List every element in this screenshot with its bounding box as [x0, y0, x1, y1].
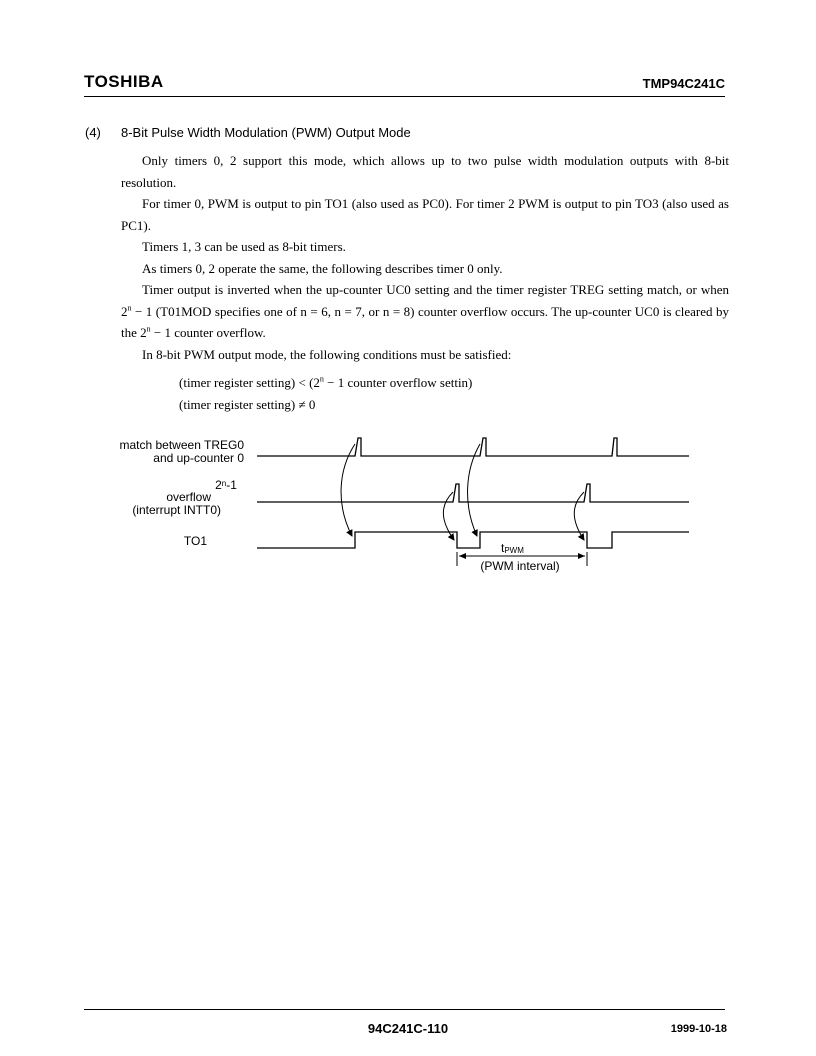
paragraph-5-sup-1: n [127, 303, 132, 313]
condition-1-sup: n [319, 374, 324, 384]
to1-output-waveform [257, 532, 689, 548]
pwm-interval-label: (PWM interval) [480, 559, 560, 573]
footer-doc-number: 94C241C-110 [367, 1021, 449, 1036]
part-number: TMP94C241C [642, 76, 725, 91]
arrow-match-1-to-rise [341, 444, 355, 536]
tpwm-arrow-right [578, 553, 585, 559]
match-signal-waveform [257, 438, 689, 456]
label-to1: TO1 [183, 534, 207, 548]
pwm-timing-diagram [0, 420, 816, 620]
overflow-signal-waveform [257, 484, 689, 502]
arrow-match-2-to-rise [468, 444, 480, 536]
paragraph-5-part-c: − 1 counter overflow. [150, 325, 266, 340]
label-overflow-n: n [221, 479, 227, 488]
body-text [121, 150, 729, 365]
paragraph-2: For timer 0, PWM is output to pin TO1 (also used as PC0). For timer 2 PWM is output to pin TO3 (also used as PC1). [121, 196, 729, 233]
company-logo: TOSHIBA [84, 72, 164, 91]
footer-date: 1999-10-18 [670, 1023, 727, 1035]
paragraph-5-part-b: − 1 (T01MOD specifies one of n = 6, n = 7, or n = 8) counter overflow occurs. The up-counter UC0 is cleared by the 2 [121, 303, 729, 340]
condition-1-part-a: (timer register setting) < (2 [179, 375, 320, 390]
paragraph-4: As timers 0, 2 operate the same, the following describes timer 0 only. [142, 260, 503, 276]
label-overflow-line-3: (interrupt INTT0) [132, 503, 221, 517]
label-overflow-base: 2 [215, 478, 222, 492]
label-match-line-1: match between TREG0 [119, 438, 244, 452]
paragraph-1: Only timers 0, 2 support this mode, which allows up to two pulse width modulation outputs with 8-bit resolution. [121, 153, 729, 190]
label-overflow-exp [215, 478, 237, 492]
paragraph-3: Timers 1, 3 can be used as 8-bit timers. [142, 239, 346, 254]
section-title: 8-Bit Pulse Width Modulation (PWM) Output Mode [121, 125, 411, 140]
section-number: (4) [85, 125, 101, 140]
footer-rule [84, 1009, 725, 1010]
label-overflow-line-2: overflow [166, 490, 211, 504]
condition-2: (timer register setting) ≠ 0 [179, 397, 316, 412]
condition-1-part-b: − 1 counter overflow settin) [323, 375, 473, 390]
paragraph-5-part-a: Timer output is inverted when the up-counter UC0 setting and the timer register TREG setting match, or when 2 [121, 282, 729, 319]
label-overflow-rest: -1 [226, 478, 237, 492]
condition-1 [179, 375, 472, 391]
paragraph-5 [121, 279, 729, 344]
paragraph-6: In 8-bit PWM output mode, the following conditions must be satisfied: [142, 346, 512, 362]
tpwm-arrow-left [459, 553, 466, 559]
label-match-line-2: and up-counter 0 [153, 451, 244, 465]
header-rule [84, 96, 725, 97]
paragraph-5-sup-2: n [146, 324, 151, 334]
tpwm-label [501, 541, 524, 555]
arrow-overflow-2-to-fall [574, 492, 584, 540]
arrow-overflow-1-to-fall [443, 492, 454, 540]
tpwm-label-t: t [501, 541, 505, 555]
tpwm-label-sub: PWM [504, 546, 524, 555]
